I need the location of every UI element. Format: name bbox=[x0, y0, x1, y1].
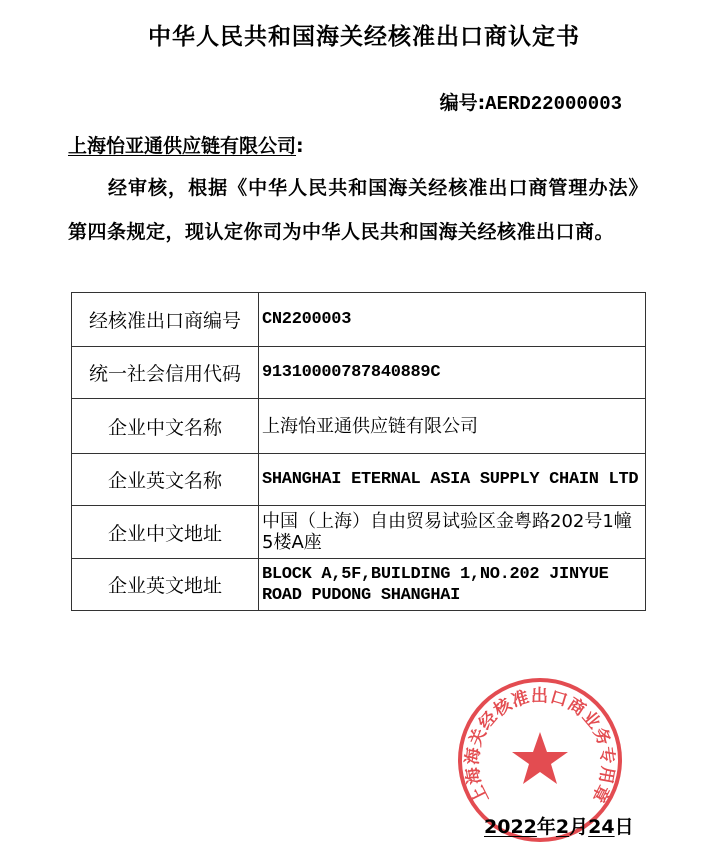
date-year: 2022 bbox=[484, 816, 537, 838]
row-value: 上海怡亚通供应链有限公司 bbox=[259, 399, 646, 454]
date-day: 24 bbox=[588, 816, 615, 838]
document-number-value: AERD22000003 bbox=[485, 93, 622, 115]
row-label: 企业中文地址 bbox=[72, 506, 259, 559]
star-icon bbox=[512, 732, 568, 784]
date-day-unit: 日 bbox=[614, 816, 634, 838]
row-value: 91310000787840889C bbox=[259, 347, 646, 399]
table-row bbox=[72, 347, 646, 399]
row-label: 企业英文名称 bbox=[72, 454, 259, 506]
addressee-colon: : bbox=[296, 135, 304, 157]
date-month: 2 bbox=[555, 816, 570, 838]
table-row bbox=[72, 559, 646, 611]
date-year-unit: 年 bbox=[536, 816, 556, 838]
table-row bbox=[72, 506, 646, 559]
exporter-info-table bbox=[71, 292, 646, 611]
row-value: SHANGHAI ETERNAL ASIA SUPPLY CHAIN LTD bbox=[259, 454, 646, 506]
row-label: 企业英文地址 bbox=[72, 559, 259, 611]
table-row bbox=[72, 454, 646, 506]
seal-text: 上海海关经核准出口商业务专用章 bbox=[462, 686, 618, 807]
document-title: 中华人民共和国海关经核准出口商认定书 bbox=[148, 24, 580, 50]
row-value: CN2200003 bbox=[259, 293, 646, 347]
table-row bbox=[72, 293, 646, 347]
document-number-label: 编号: bbox=[439, 92, 486, 114]
row-label: 企业中文名称 bbox=[72, 399, 259, 454]
row-label: 经核准出口商编号 bbox=[72, 293, 259, 347]
issue-date bbox=[484, 812, 634, 839]
certificate-body: 经审核，根据《中华人民共和国海关经核准出口商管理办法》第四条规定，现认定你司为中华人民共和国海关经核准出口商。 bbox=[68, 177, 648, 243]
row-value: 中国（上海）自由贸易试验区金粤路202号1幢5楼A座 bbox=[259, 506, 646, 559]
addressee-name: 上海怡亚通供应链有限公司 bbox=[68, 135, 297, 157]
row-value: BLOCK A,5F,BUILDING 1,NO.202 JINYUE ROAD PUDONG SHANGHAI bbox=[259, 559, 646, 611]
document-number bbox=[440, 88, 622, 115]
row-label: 统一社会信用代码 bbox=[72, 347, 259, 399]
addressee bbox=[68, 131, 304, 158]
date-month-unit: 月 bbox=[569, 816, 589, 838]
table-row bbox=[72, 399, 646, 454]
